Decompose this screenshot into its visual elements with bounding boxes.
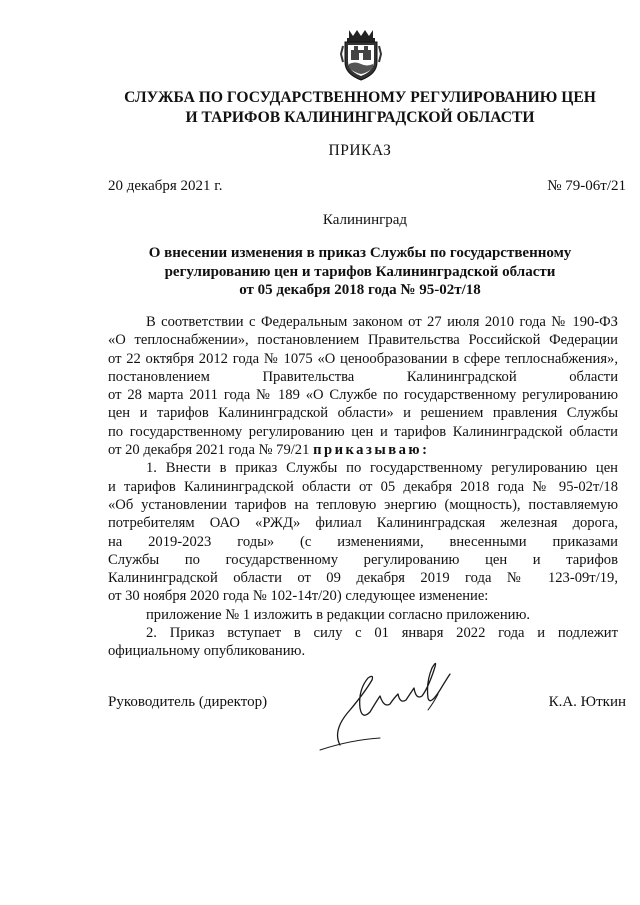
item-2-line: 2. Приказ вступает в силу с 01 января 2022 года и подлежит — [146, 625, 618, 642]
agency-line-1: СЛУЖБА ПО ГОСУДАРСТВЕННОМУ РЕГУЛИРОВАНИЮ ЦЕН — [124, 89, 596, 106]
document-body — [108, 313, 618, 661]
item-1-line: 1. Внести в приказ Службы по государственному регулированию цен — [146, 460, 618, 477]
order-word: приказываю: — [313, 442, 430, 459]
item-1-line: потребителям ОАО «РЖД» филиал Калининградская железная дорога, — [108, 515, 618, 532]
item-2-line: официальному опубликованию. — [108, 643, 306, 660]
subject-line-2: регулированию цен и тарифов Калининградской области — [164, 263, 556, 280]
signer-name: К.А. Юткин — [548, 694, 626, 710]
item-1-paragraph — [108, 459, 618, 624]
preamble-line: В соответствии с Федеральным законом от 27 июля 2010 года № 190-ФЗ — [146, 314, 618, 330]
item-1-line: от 30 ноября 2020 года № 102-14т/20) следующее изменение: — [108, 588, 489, 605]
item-1-line: «Об установлении тарифов на тепловую энергию (мощность), поставляемую — [108, 496, 618, 513]
preamble-line: цен и тарифов Калининградской области» и решением правления Службы — [108, 405, 618, 422]
item-1-line: и тарифов Калининградской области от 05 декабря 2018 года № 95-02т/18 — [108, 478, 618, 495]
preamble-paragraph — [108, 313, 618, 459]
preamble-line: «О теплоснабжении», постановлением Правительства Российской Федерации — [108, 332, 618, 349]
preamble-line: от 22 октября 2012 года № 1075 «О ценообразовании в сфере теплоснабжения», — [108, 350, 618, 367]
document-city: Калининград — [322, 212, 408, 228]
agency-name — [60, 88, 640, 128]
agency-line-2: И ТАРИФОВ КАЛИНИНГРАДСКОЙ ОБЛАСТИ — [185, 109, 535, 126]
document-date: 20 декабря 2021 г. — [108, 178, 223, 194]
item-1-line: Службы по государственному регулированию цен и тарифов — [108, 551, 618, 568]
signer-title: Руководитель (директор) — [108, 694, 268, 710]
subject-line-3: от 05 декабря 2018 года № 95-02т/18 — [239, 282, 481, 298]
subject-line-1: О внесении изменения в приказ Службы по государственному — [148, 245, 572, 261]
handwritten-signature — [310, 650, 470, 760]
item-1-line: на 2019-2023 годы» (с изменениями, внесенными приказами — [108, 533, 618, 550]
document-subject — [100, 244, 620, 300]
item-1-detail: приложение № 1 изложить в редакции согласно приложению. — [146, 606, 531, 623]
preamble-line: постановлением Правительства Калининградской области — [108, 368, 618, 385]
document-type: ПРИКАЗ — [328, 142, 392, 159]
preamble-last-text: от 20 декабря 2021 года № 79/21 — [108, 442, 310, 459]
coat-of-arms-emblem — [339, 26, 383, 82]
document-number: № 79-06т/21 — [547, 178, 626, 194]
preamble-line: от 28 марта 2011 года № 189 «О Службе по государственному регулированию — [108, 387, 618, 404]
preamble-last-line — [108, 441, 618, 459]
preamble-line: по государственному регулированию цен и тарифов Калининградской области — [108, 423, 618, 440]
item-1-line: Калининградской области от 09 декабря 2019 года № 123-09т/19, — [108, 570, 618, 587]
